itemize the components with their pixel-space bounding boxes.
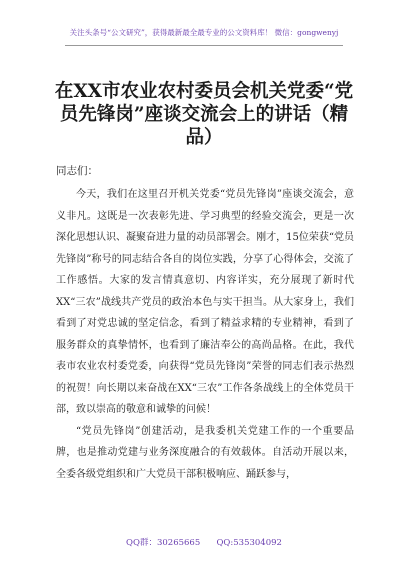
- footer-contact: [0, 536, 408, 548]
- body-paragraph: 今天，我们在这里召开机关党委“党员先锋岗”座谈交流会，意义非凡。这既是一次表彰先进、学习典型的经验交流会，更是一次深化思想认识、凝聚奋进力量的动员部署会。刚才，15位荣获“党员先锋岗”称号的同志结合各自的岗位实践，分享了心得体会，交流了工作感悟。大家的发言情真意切、内容详实，充分展现了新时代XX“三农”战线共产党员的政治本色与实干担当。从大家身上，我们看到了对党忠诚的坚定信念，看到了精益求精的专业精神，看到了服务群众的真挚情怀，也看到了廉洁奉公的高尚品格。在此，我代表市农业农村委党委，向获得“党员先锋岗”荣誉的同志们表示热烈的祝贺！向长期以来奋战在XX“三农”工作各条战线上的全体党员干部，致以崇高的敬意和诚挚的问候！: [56, 189, 354, 415]
- footer-qq-group: QQ群：30265665: [126, 538, 201, 548]
- header-banner: 关注头条号“公文研究”，获得最新最全最专业的公文资料库！ 微信：gongwenyj: [69, 28, 339, 37]
- header-divider: [65, 45, 343, 46]
- body-paragraph: “党员先锋岗”创建活动，是我委机关党建工作的一个重要品牌，也是推动党建与业务深度融合的有效载体。自活动开展以来，全委各级党组织和广大党员干部积极响应、踊跃参与，: [56, 425, 354, 480]
- footer-qq: QQ:535304092: [216, 538, 282, 548]
- document-title: 在XX市农业农村委员会机关党委“党员先锋岗”座谈交流会上的讲话（精品）: [54, 81, 354, 148]
- salutation: 同志们：: [56, 165, 98, 177]
- document-body: [56, 184, 354, 485]
